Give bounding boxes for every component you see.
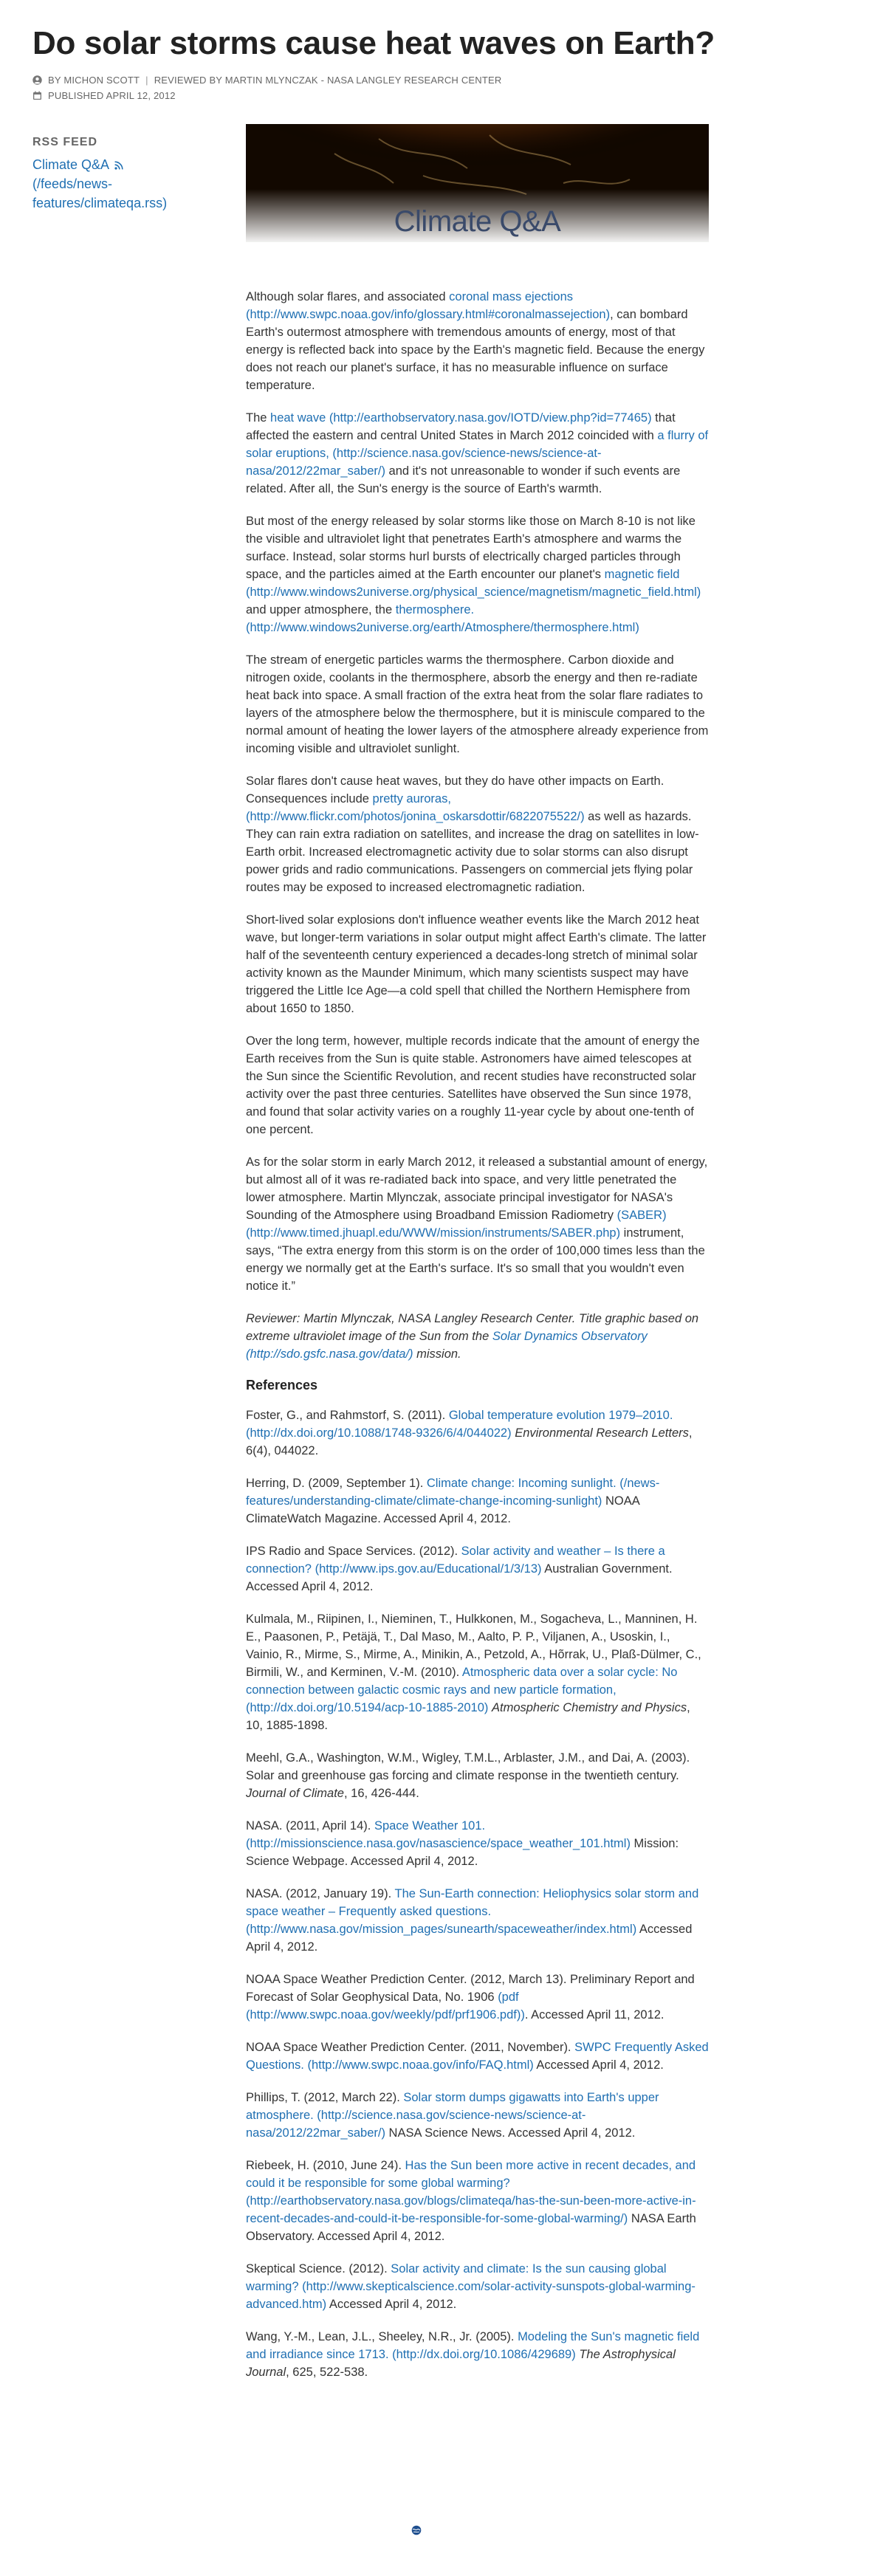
paragraph: Short-lived solar explosions don't influence weather events like the March 2012 heat wave, but longer-term variations in solar output might affect Earth's climate. The latter half of the seventeenth century experienced a decades-long stretch of minimal solar activity known as the Maunder Minimum, which many scientists suspect may have triggered the Little Ice Age—a cold spell that chilled the Northern Hemisphere from about 1650 to 1850. <box>246 913 707 1015</box>
reference-item: Kulmala, M., Riipinen, I., Nieminen, T., Hulkkonen, M., Sogacheva, L., Manninen, H. E., Paasonen, P., Petäjä, T., Dal Maso, M., Aalto, P. P., Viljanen, A., Usoskin, I., Vainio, R., Mirme, S., Mirme, A., Minikin, A., Petzold, A., Hõrrak, U., Plaß-Dülmer, C., Birmili, W., and Kerminen, V.-M. (2010). Atmospheric data over a solar cycle: No connection between galactic cosmic rays and new particle formation, (http://dx.doi.org/10.5194/acp-10-1885-2010) Atmospheric Chemistry and Physics, 10, 1885-1898. <box>246 1612 701 1732</box>
reference-link[interactable]: Global temperature evolution 1979–2010. (http://dx.doi.org/10.1088/1748-9326/6/4/044022) <box>246 1409 673 1440</box>
reference-item: Riebeek, H. (2010, June 24). Has the Sun been more active in recent decades, and could it be responsible for some global warming? (http://earthobservatory.nasa.gov/blogs/climateqa/has-the-sun-been-more-active-in-recent-decades-and-could-it-be-responsible-for-some-global-warming/) NASA Earth Observatory. Accessed April 4, 2012. <box>246 2159 696 2243</box>
article-body <box>246 288 709 1363</box>
paragraph: Solar flares don't cause heat waves, but they do have other impacts on Earth. Consequences include pretty auroras, (http://www.flickr.com/photos/jonina_oskarsdottir/6822075522/) as well as hazards. They can rain extra radiation on satellites, and increase the drag on satellites in low-Earth orbit. Increased electromagnetic activity due to solar storms can also disrupt power grids and radio communications. Passengers on commercial jets flying polar routes may be exposed to increased electromagnetic radiation. <box>246 774 699 894</box>
reference-link[interactable]: Has the Sun been more active in recent decades, and could it be responsible for some global warming? (http://earthobservatory.nasa.gov/blogs/climateqa/has-the-sun-been-more-active-in-recent-decades-and-could-it-be-responsible-for-some-global-warming/) <box>246 2159 696 2225</box>
reviewer-credit: Reviewer: Martin Mlynczak, NASA Langley Research Center. Title graphic based on extreme ultraviolet image of the Sun from the Solar Dynamics Observatory (http://sdo.gsfc.nasa.gov/data/) mission. <box>246 1312 699 1361</box>
calendar-icon <box>32 91 42 100</box>
paragraph: Over the long term, however, multiple records indicate that the amount of energy the Earth receives from the Sun is quite stable. Astronomers have aimed telescopes at the Sun since the Scientific Revolution, and recent studies have reconstructed solar activity over the past three centuries. Satellites have observed the Sun since 1978, and found that solar activity varies on a roughly 11-year cycle by about one-tenth of one percent. <box>246 1034 700 1136</box>
paragraph: The heat wave (http://earthobservatory.nasa.gov/IOTD/view.php?id=77465) that affected the eastern and central United States in March 2012 coincided with a flurry of solar eruptions, (http://science.nasa.gov/science-news/science-at-nasa/2012/22mar_saber/) and it's not unreasonable to wonder if such events are related. After all, the Sun's energy is the source of Earth's warmth. <box>246 411 709 495</box>
reference-item: Phillips, T. (2012, March 22). Solar storm dumps gigawatts into Earth's upper atmosphere. (http://science.nasa.gov/science-news/science-at-nasa/2012/22mar_saber/) NASA Science News. Accessed April 4, 2012. <box>246 2091 659 2140</box>
banner-title: Climate Q&A <box>394 205 561 238</box>
reference-item: Skeptical Science. (2012). Solar activity and climate: Is the sun causing global warming? (http://www.skepticalscience.com/solar-activity-sunspots-global-warming-advanced.htm) Accessed April 4, 2012. <box>246 2262 696 2311</box>
reference-item: Wang, Y.-M., Lean, J.L., Sheeley, N.R., Jr. (2005). Modeling the Sun's magnetic field and irradiance since 1713. (http://dx.doi.org/10.1086/429689) The Astrophysical Journal, 625, 522-538. <box>246 2330 700 2379</box>
article-content <box>246 124 709 2396</box>
reference-item: NOAA Space Weather Prediction Center. (2012, March 13). Preliminary Report and Forecast of Solar Geophysical Data, No. 1906 (pdf (http://www.swpc.noaa.gov/weekly/pdf/prf1906.pdf)). Accessed April 11, 2012. <box>246 1973 695 2022</box>
reference-link[interactable]: Solar activity and climate: Is the sun causing global warming? (http://www.skepticalscience.com/solar-activity-sunspots-global-warming-advanced.htm) <box>246 2262 696 2311</box>
reference-link[interactable]: Solar storm dumps gigawatts into Earth's upper atmosphere. (http://science.nasa.gov/science-news/science-at-nasa/2012/22mar_saber/) <box>246 2091 659 2140</box>
reference-item: Meehl, G.A., Washington, W.M., Wigley, T.M.L., Arblaster, J.M., and Dai, A. (2003). Solar and greenhouse gas forcing and climate response in the twentieth century. Journal of Climate, 16, 426-444. <box>246 1751 690 1800</box>
reference-link[interactable]: Climate change: Incoming sunlight. (/news-features/understanding-climate/climate-change-incoming-sunlight) <box>246 1477 660 1508</box>
solar-eruptions-link[interactable]: a flurry of solar eruptions, (http://science.nasa.gov/science-news/science-at-nasa/2012/22mar_saber/) <box>246 429 709 478</box>
reference-link[interactable]: SWPC Frequently Asked Questions. (http://www.swpc.noaa.gov/info/FAQ.html) <box>246 2041 709 2072</box>
published-date <box>32 90 176 101</box>
thermosphere-link[interactable]: thermosphere. (http://www.windows2universe.org/earth/Atmosphere/thermosphere.html) <box>246 603 639 634</box>
rss-feed-link[interactable] <box>32 155 224 213</box>
rss-link-label: Climate Q&A <box>32 157 109 172</box>
globe-icon <box>411 2525 422 2535</box>
heat-wave-link[interactable]: heat wave (http://earthobservatory.nasa.gov/IOTD/view.php?id=77465) <box>270 411 652 425</box>
pretty-auroras-link[interactable]: pretty auroras, (http://www.flickr.com/photos/jonina_oskarsdottir/6822075522/) <box>246 792 585 823</box>
sdo-link[interactable]: Solar Dynamics Observatory (http://sdo.gsfc.nasa.gov/data/) <box>246 1330 648 1361</box>
reference-item: IPS Radio and Space Services. (2012). Solar activity and weather – Is there a connection? (http://www.ips.gov.au/Educational/1/3/13) Australian Government. Accessed April 4, 2012. <box>246 1545 673 1593</box>
reference-link[interactable]: Modeling the Sun's magnetic field and irradiance since 1713. (http://dx.doi.org/10.1086/429689) <box>246 2330 700 2361</box>
paragraph: But most of the energy released by solar storms like those on March 8-10 is not like the visible and ultraviolet light that penetrates Earth's atmosphere and warms the surface. Instead, solar storms hurl bursts of electrically charged particles through space, and the particles aimed at the Earth encounter our planet's magnetic field (http://www.windows2universe.org/physical_science/magnetism/magnetic_field.html) and upper atmosphere, the thermosphere. (http://www.windows2universe.org/earth/Atmosphere/thermosphere.html) <box>246 515 701 634</box>
paragraph: The stream of energetic particles warms the thermosphere. Carbon dioxide and nitrogen oxide, coolants in the thermosphere, absorb the energy and then re-radiate heat back into space. A small fraction of the extra heat from the solar flare radiates to layers of the atmosphere below the thermosphere, but it is miniscule compared to the normal amount of heating the lower layers of the atmosphere already experience from incoming visible and ultraviolet sunlight. <box>246 653 709 755</box>
page-title: Do solar storms cause heat waves on Earth? <box>32 25 715 61</box>
rss-icon <box>114 161 123 170</box>
reference-link[interactable]: The Sun-Earth connection: Heliophysics solar storm and space weather – Frequently asked questions. (http://www.nasa.gov/mission_pages/sunearth/spaceweather/index.html) <box>246 1887 699 1936</box>
paragraph: As for the solar storm in early March 2012, it released a substantial amount of energy, but almost all of it was re-radiated back into space, and very little penetrated the lower atmosphere. Martin Mlynczak, associate principal investigator for NASA's Sounding of the Atmosphere using Broadband Emission Radiometry (SABER) (http://www.timed.jhuapl.edu/WWW/mission/instruments/SABER.php) instrument, says, “The extra energy from this storm is on the order of 100,000 times less than the energy we normally get at the Earth's surface. It's so small that you wouldn't even notice it.” <box>246 1155 708 1293</box>
reference-link[interactable]: Atmospheric data over a solar cycle: No connection between galactic cosmic rays and new particle formation, (http://dx.doi.org/10.5194/acp-10-1885-2010) <box>246 1666 678 1714</box>
paragraph: Although solar flares, and associated coronal mass ejections (http://www.swpc.noaa.gov/info/glossary.html#coronalmassejection), can bombard Earth's outermost atmosphere with tremendous amounts of energy, most of that energy is reflected back into space by the Earth's magnetic field. Because the energy does not reach our planet's surface, it has no measurable influence on surface temperature. <box>246 290 705 392</box>
rss-link-url: (/feeds/news-features/climateqa.rss) <box>32 176 168 210</box>
reference-link[interactable]: Space Weather 101. (http://missionscience.nasa.gov/nasascience/space_weather_101.html) <box>246 1819 631 1850</box>
reference-item: NASA. (2012, January 19). The Sun-Earth connection: Heliophysics solar storm and space weather – Frequently asked questions. (http://www.nasa.gov/mission_pages/sunearth/spaceweather/index.html) Accessed April 4, 2012. <box>246 1887 699 1954</box>
person-icon <box>32 75 42 85</box>
saber-link[interactable]: (SABER) (http://www.timed.jhuapl.edu/WWW/mission/instruments/SABER.php) <box>246 1209 667 1240</box>
byline <box>32 75 501 86</box>
coronal-mass-ejections-link[interactable]: coronal mass ejections (http://www.swpc.noaa.gov/info/glossary.html#coronalmassejection) <box>246 290 611 321</box>
published-text: PUBLISHED APRIL 12, 2012 <box>48 90 176 101</box>
author-name: BY MICHON SCOTT <box>48 75 140 86</box>
reference-link[interactable]: (pdf (http://www.swpc.noaa.gov/weekly/pdf/prf1906.pdf)) <box>246 1991 525 2022</box>
magnetic-field-link[interactable]: magnetic field (http://www.windows2universe.org/physical_science/magnetism/magnetic_field.html) <box>246 568 701 599</box>
references-section <box>246 1378 709 2381</box>
reference-item: Herring, D. (2009, September 1). Climate change: Incoming sunlight. (/news-features/understanding-climate/climate-change-incoming-sunlight) NOAA ClimateWatch Magazine. Accessed April 4, 2012. <box>246 1477 660 1525</box>
reviewer-name: REVIEWED BY MARTIN MLYNCZAK - NASA LANGLEY RESEARCH CENTER <box>154 75 502 86</box>
reference-item: Foster, G., and Rahmstorf, S. (2011). Global temperature evolution 1979–2010. (http://dx.doi.org/10.1088/1748-9326/6/4/044022) Environmental Research Letters, 6(4), 044022. <box>246 1409 693 1457</box>
reference-item: NOAA Space Weather Prediction Center. (2011, November). SWPC Frequently Asked Questions. (http://www.swpc.noaa.gov/info/FAQ.html) Accessed April 4, 2012. <box>246 2041 709 2072</box>
reference-link[interactable]: Solar activity and weather – Is there a connection? (http://www.ips.gov.au/Educational/1/3/13) <box>246 1545 665 1576</box>
references-heading: References <box>246 1378 318 1392</box>
reference-item: NASA. (2011, April 14). Space Weather 101. (http://missionscience.nasa.gov/nasascience/space_weather_101.html) Mission: Science Webpage. Accessed April 4, 2012. <box>246 1819 679 1868</box>
sidebar <box>32 136 224 213</box>
climate-qa-banner <box>246 124 709 242</box>
rss-heading: RSS FEED <box>32 136 98 148</box>
byline-separator: | <box>145 75 148 86</box>
